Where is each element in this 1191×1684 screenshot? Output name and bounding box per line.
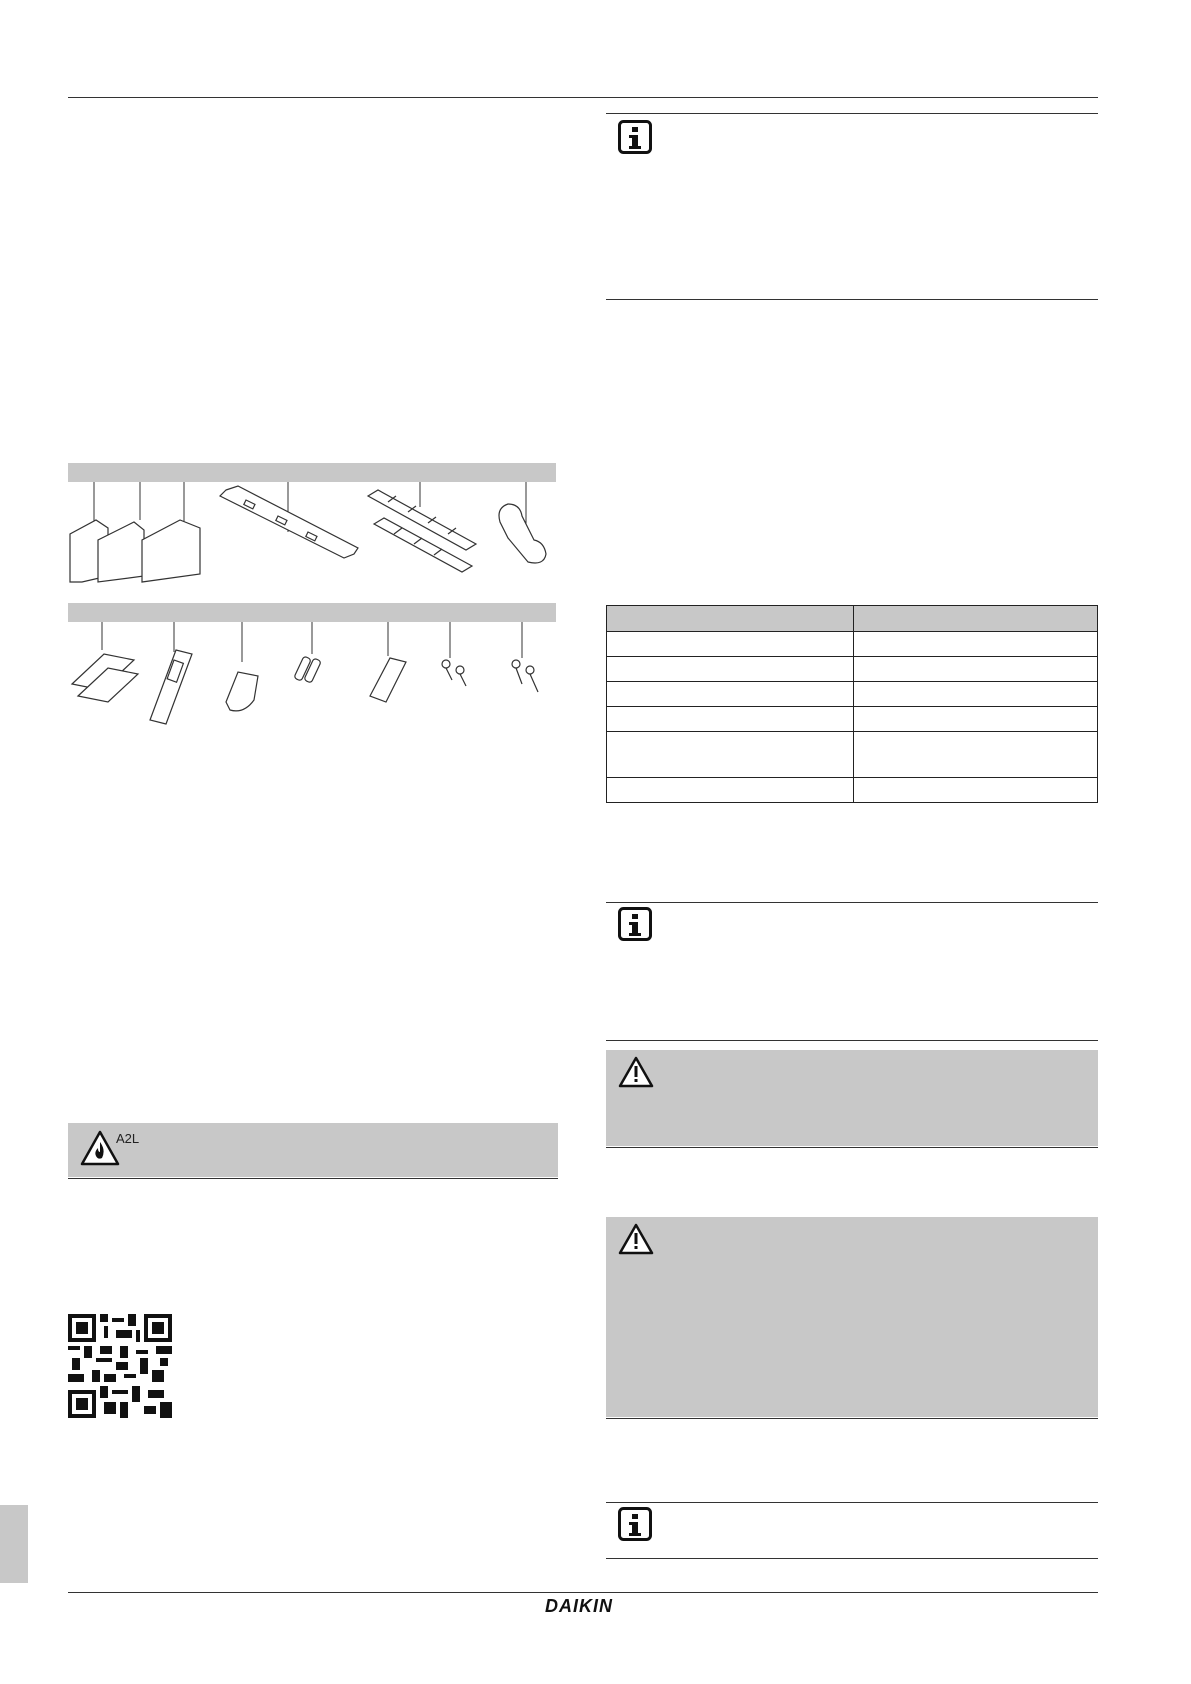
daikin-logo: DAIKIN bbox=[545, 1596, 613, 1616]
warning-box-1 bbox=[606, 1050, 1098, 1146]
note-2-top-rule bbox=[606, 902, 1098, 903]
insulation-tube bbox=[499, 504, 546, 563]
table-cell bbox=[854, 632, 1098, 657]
warning-1-bottom-rule bbox=[606, 1147, 1098, 1148]
table-row bbox=[607, 657, 1098, 682]
table-row bbox=[607, 632, 1098, 657]
footer-rule bbox=[68, 1592, 1098, 1593]
flammable-warning-rule bbox=[68, 1178, 558, 1179]
info-icon bbox=[618, 1507, 652, 1541]
note-3-top-rule bbox=[606, 1502, 1098, 1503]
table-row bbox=[607, 778, 1098, 803]
header-rule bbox=[68, 97, 1098, 98]
air-filters bbox=[368, 490, 476, 572]
label-sheet bbox=[370, 658, 406, 702]
table-header-cell bbox=[607, 606, 854, 632]
table-cell bbox=[854, 682, 1098, 707]
flammable-warning-box bbox=[68, 1123, 558, 1177]
table-cell bbox=[607, 778, 854, 803]
table-row bbox=[607, 707, 1098, 732]
table-row bbox=[607, 732, 1098, 778]
accessories-row-2-svg bbox=[68, 622, 556, 726]
table-cell bbox=[607, 732, 854, 778]
screws-large bbox=[512, 660, 538, 692]
note-3-bottom-rule bbox=[606, 1558, 1098, 1559]
table-cell bbox=[854, 778, 1098, 803]
accessories-row-1-svg bbox=[68, 482, 556, 584]
warning-box-2 bbox=[606, 1217, 1098, 1417]
flammable-triangle-icon bbox=[80, 1130, 120, 1166]
table-cell bbox=[607, 632, 854, 657]
table-cell bbox=[607, 682, 854, 707]
note-2-bottom-rule bbox=[606, 1040, 1098, 1041]
table-header-cell bbox=[854, 606, 1098, 632]
table-cell bbox=[607, 657, 854, 682]
dry-battery-sheets bbox=[72, 654, 138, 702]
flammable-class-label: A2L bbox=[116, 1131, 140, 1146]
warning-2-bottom-rule bbox=[606, 1418, 1098, 1419]
mounting-plate bbox=[220, 486, 358, 558]
warning-triangle-icon bbox=[618, 1223, 654, 1255]
accessories-bar-top bbox=[68, 463, 556, 482]
accessories-bar-bottom bbox=[68, 603, 556, 622]
table-cell bbox=[854, 657, 1098, 682]
table-cell bbox=[854, 707, 1098, 732]
qr-code-icon bbox=[68, 1314, 172, 1418]
side-language-tab bbox=[0, 1505, 28, 1583]
table-cell bbox=[607, 707, 854, 732]
remote-controller bbox=[150, 650, 192, 724]
table-row bbox=[607, 682, 1098, 707]
table-header-row bbox=[607, 606, 1098, 632]
remote-controller-holder bbox=[226, 672, 258, 711]
table-cell bbox=[854, 732, 1098, 778]
manual-booklets bbox=[70, 520, 200, 582]
spec-table bbox=[606, 605, 1098, 803]
screws-small bbox=[442, 660, 466, 686]
warning-triangle-icon bbox=[618, 1056, 654, 1088]
batteries bbox=[294, 656, 321, 683]
info-icon bbox=[618, 907, 652, 941]
note-1-top-rule bbox=[606, 113, 1098, 114]
info-icon bbox=[618, 120, 652, 154]
note-1-bottom-rule bbox=[606, 299, 1098, 300]
